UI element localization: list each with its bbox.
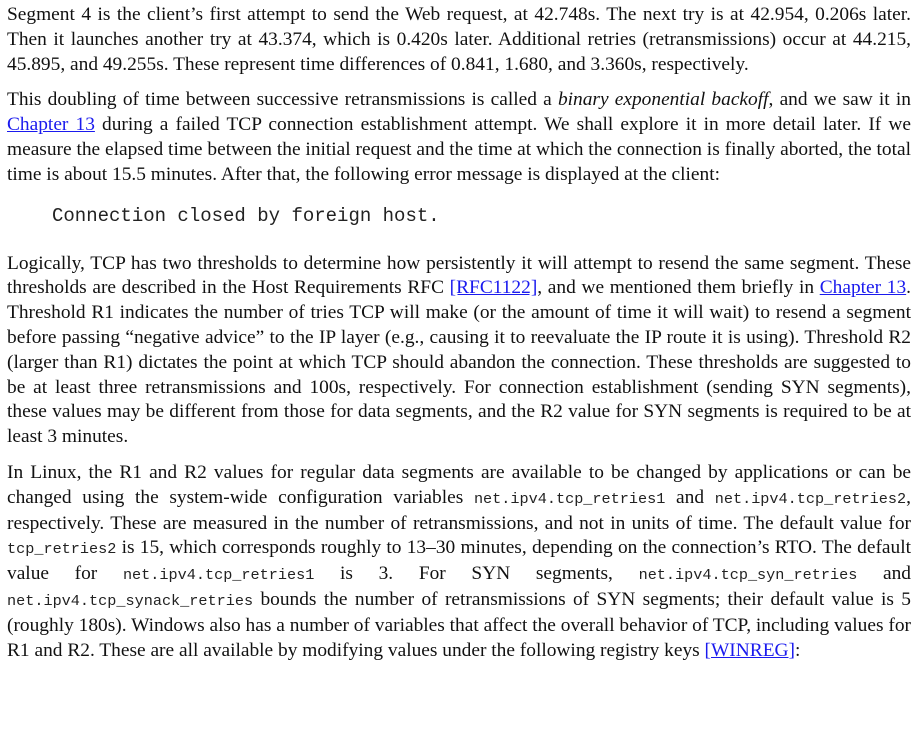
link-rfc1122[interactable]: [RFC1122] <box>449 277 538 299</box>
paragraph-text: : <box>795 639 801 661</box>
paragraph-retry-timing <box>7 3 911 77</box>
link-chapter-13[interactable]: Chapter 13 <box>819 277 907 299</box>
paragraph-text: and <box>665 486 715 508</box>
paragraph-text: and <box>857 563 911 585</box>
config-variable: net.ipv4.tcp_retries1 <box>122 566 315 585</box>
paragraph-text: , respectively. These are measured in the number of retransmissions, and not in units of time. The default value for <box>7 486 911 534</box>
paragraph-text: In Linux, the R1 and R2 values for regular data segments are available to be changed by applications or can be changed using the system-wide configuration variables <box>7 461 911 508</box>
link-winreg[interactable]: [WINREG] <box>704 639 796 661</box>
paragraph-exponential-backoff <box>7 88 911 187</box>
document-page <box>7 3 911 663</box>
paragraph-text: bounds the number of retransmissions of SYN segments; their default value is 5 (roughly 180s). Windows also has a number of variables that affect the overall behavior of TCP, including values for R1 and R2. These are all available by modifying values under the following registry keys <box>7 588 911 661</box>
config-variable: net.ipv4.tcp_synack_retries <box>7 591 254 610</box>
paragraph-text: , and we saw it in <box>768 89 911 111</box>
paragraph-linux-config <box>7 461 911 663</box>
config-variable: net.ipv4.tcp_retries2 <box>714 489 907 508</box>
paragraph-text: Logically, TCP has two thresholds to determine how persistently it will attempt to resend the same segment. These thresholds are described in the Host Requirements RFC <box>7 252 911 299</box>
paragraph-text: This doubling of time between successive retransmissions is called a <box>7 89 558 111</box>
paragraph-text: Segment 4 is the client’s first attempt to send the Web request, at 42.748s. The next try is at 42.954, 0.206s later. Then it launches another try at 43.374, which is 0.420s later. Additional retries (retransmissions) occur at 44.215, 45.895, and 49.255s. These represent time differences of 0.841, 1.680, and 3.360s, respectively. <box>7 4 911 75</box>
emphasis-term: binary exponential backoff <box>557 89 769 111</box>
paragraph-text: during a failed TCP connection establishment attempt. We shall explore it in more detail later. If we measure the elapsed time between the initial request and the time at which the connection is finally aborted, the total time is about 15.5 minutes. After that, the following error message is displayed at the client: <box>7 114 911 185</box>
paragraph-thresholds <box>7 252 911 450</box>
config-variable: net.ipv4.tcp_syn_retries <box>638 566 858 585</box>
link-chapter-13[interactable]: Chapter 13 <box>7 114 95 136</box>
config-variable: net.ipv4.tcp_retries1 <box>473 489 666 508</box>
paragraph-text: is 15, which corresponds roughly to 13–30 minutes, depending on the connection’s RTO. The default value for <box>7 537 911 585</box>
paragraph-text: , and we mentioned them briefly in <box>537 277 820 299</box>
error-message-code-block: Connection closed by foreign host. <box>52 204 440 227</box>
paragraph-text: is 3. For SYN segments, <box>314 563 639 585</box>
paragraph-text: . Threshold R1 indicates the number of tries TCP will make (or the amount of time it will wait) to resend a segment before passing “negative advice” to the IP layer (e.g., causing it to reevaluate the IP route it is using). Threshold R2 (larger than R1) dictates the point at which TCP should abandon the connection. These thresholds are suggested to be at least three retransmissions and 100s, respectively. For connection establishment (sending SYN segments), these values may be different from those for data segments, and the R2 value for SYN segments is required to be at least 3 minutes. <box>7 277 912 448</box>
config-variable: tcp_retries2 <box>7 540 117 559</box>
